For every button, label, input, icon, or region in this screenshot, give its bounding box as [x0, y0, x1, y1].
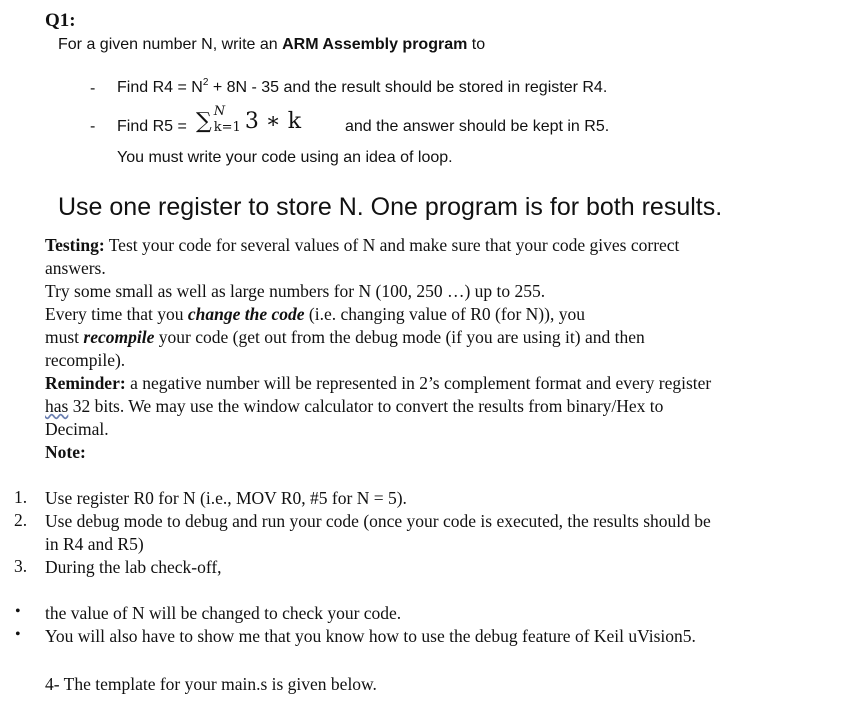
- task-1-text: [117, 79, 607, 97]
- testing-line-5-emph: recompile: [83, 327, 155, 347]
- task-2-prefix: Find R5 =: [117, 118, 187, 135]
- bullet-dot-2: •: [15, 626, 21, 643]
- testing-line-4-emph: change the code: [187, 304, 305, 324]
- summation-upper: N: [213, 103, 226, 119]
- task-1-dash: -: [90, 80, 96, 97]
- question-heading: Q1:: [45, 10, 76, 31]
- loop-note: You must write your code using an idea of loop.: [117, 149, 453, 166]
- testing-line-4: [45, 303, 585, 326]
- task-1-sup: 2: [202, 77, 209, 88]
- reminder-line-1: [45, 372, 711, 395]
- intro-line: [58, 36, 485, 54]
- reminder-line-3: Decimal.: [45, 419, 109, 439]
- testing-line-6: recompile).: [45, 350, 126, 370]
- reminder-text-1: a negative number will be represented in 2’s complement format and every register: [125, 373, 712, 393]
- note-label: Note:: [45, 442, 86, 462]
- intro-after: to: [467, 36, 486, 53]
- reminder-label: Reminder:: [45, 373, 126, 393]
- list-item-2-cont: in R4 and R5): [45, 534, 144, 554]
- task-2-dash: -: [90, 118, 96, 135]
- list-item-1: Use register R0 for N (i.e., MOV R0, #5 for N = 5).: [45, 488, 407, 508]
- testing-line-4-after: (i.e. changing value of R0 (for N)), you: [304, 304, 585, 324]
- list-item-3: During the lab check-off,: [45, 557, 222, 577]
- testing-line-1: [45, 234, 679, 257]
- testing-line-3: Try some small as well as large numbers for N (100, 250 …) up to 255.: [45, 281, 546, 301]
- reminder-text-2: 32 bits. We may use the window calculator to convert the results from binary/Hex to: [68, 396, 664, 416]
- template-line: 4- The template for your main.s is given below.: [45, 674, 377, 694]
- task-1-before-sup: Find R4 = N: [117, 79, 203, 96]
- testing-line-5: [45, 326, 645, 349]
- testing-line-5-after: your code (get out from the debug mode (if you are using it) and then: [154, 327, 645, 347]
- one-register-note: Use one register to store N. One program is for both results.: [58, 193, 723, 221]
- list-number-2: 2.: [14, 510, 28, 530]
- list-number-1: 1.: [14, 487, 28, 507]
- testing-line-2: answers.: [45, 258, 106, 278]
- bullet-item-2: You will also have to show me that you know how to use the debug feature of Keil uVision5.: [45, 626, 696, 646]
- summation-formula: [196, 103, 302, 141]
- task-2-suffix: and the answer should be kept in R5.: [345, 118, 610, 135]
- bullet-item-1: the value of N will be changed to check your code.: [45, 603, 402, 623]
- intro-bold: ARM Assembly program: [282, 36, 468, 53]
- summation-symbol: ∑: [196, 109, 212, 134]
- reminder-underlined-word: has: [45, 396, 69, 416]
- list-item-2: Use debug mode to debug and run your code (once your code is executed, the results should be: [45, 511, 711, 531]
- summation-limits: [212, 103, 241, 135]
- bullet-dot-1: •: [15, 603, 21, 620]
- testing-line-5-before: must: [45, 327, 84, 347]
- task-1-after-sup: + 8N - 35 and the result should be stored in register R4.: [208, 79, 608, 96]
- reminder-line-2: [45, 395, 663, 418]
- testing-label: Testing:: [45, 235, 105, 255]
- summation-term: 3 ∗ k: [244, 109, 302, 134]
- summation-lower: k=1: [213, 119, 241, 135]
- intro-before: For a given number N, write an: [58, 36, 283, 53]
- testing-line-4-before: Every time that you: [45, 304, 188, 324]
- testing-text-1: Test your code for several values of N and make sure that your code gives correct: [104, 235, 680, 255]
- list-number-3: 3.: [14, 556, 28, 576]
